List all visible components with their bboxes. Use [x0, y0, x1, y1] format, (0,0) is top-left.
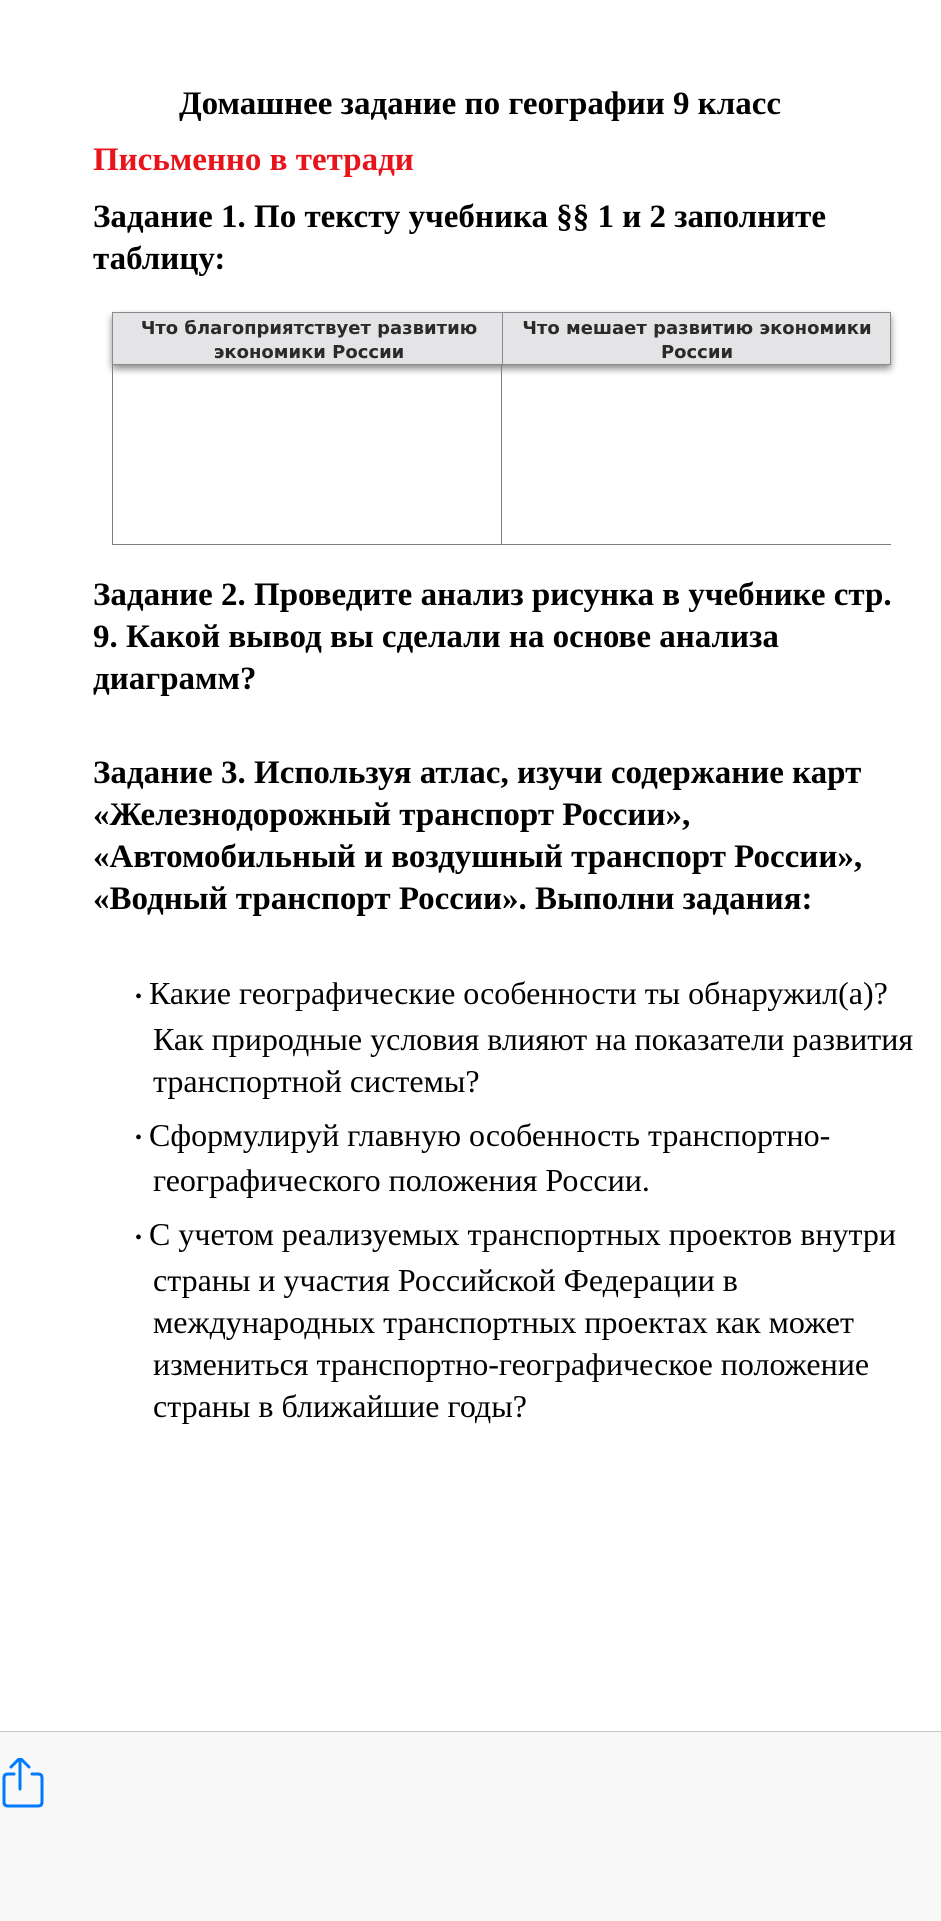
list-item-text: Какие географические особенности ты обнаружил(а)? Как природные условия влияют на показатели развития транспортной системы? — [149, 975, 914, 1099]
list-item — [120, 972, 920, 1102]
list-item-text: Сформулируй главную особенность транспортно-географического положения России. — [149, 1116, 831, 1199]
page-subtitle: Письменно в тетради — [93, 142, 414, 178]
list-item-text: С учетом реализуемых транспортных проектов внутри страны и участия Российской Федерации в международных транспортных проектах как может измениться транспортно-географическое положение страны в ближайшие годы? — [149, 1216, 896, 1424]
share-icon — [0, 1758, 50, 1808]
task-3-bullet-list — [120, 972, 920, 1439]
task-1: Задание 1. По тексту учебника §§ 1 и 2 заполните таблицу: — [93, 199, 827, 277]
task-2: Задание 2. Проведите анализ рисунка в учебнике стр. 9. Какой вывод вы сделали на основе анализа диаграмм? — [93, 577, 892, 697]
table-header-divider — [502, 313, 503, 366]
task-3: Задание 3. Используя атлас, изучи содержание карт «Железнодорожный транспорт России», «Автомобильный и воздушный транспорт России», «Водный транспорт России». Выполни задания: — [93, 755, 863, 917]
bullet-dot: • — [135, 1127, 143, 1150]
table-header-favorable: Что благоприятствует развитию экономики России — [140, 318, 478, 363]
table-border-middle — [501, 365, 502, 545]
bottom-toolbar — [0, 1731, 941, 1921]
table-header — [112, 312, 891, 365]
list-item — [120, 1114, 920, 1202]
list-item — [120, 1213, 920, 1427]
bullet-dot: • — [135, 1226, 143, 1249]
table-border-bottom — [112, 544, 891, 545]
bullet-dot: • — [135, 985, 143, 1008]
share-button[interactable] — [0, 1758, 50, 1808]
page-title: Домашнее задание по географии 9 класс — [178, 86, 782, 122]
table-cell-favorable — [113, 366, 501, 544]
table-header-obstacles: Что мешает развитию экономики России — [522, 318, 872, 363]
table-border-left — [112, 365, 113, 545]
answer-table — [112, 312, 891, 545]
table-cell-obstacles — [502, 366, 891, 544]
